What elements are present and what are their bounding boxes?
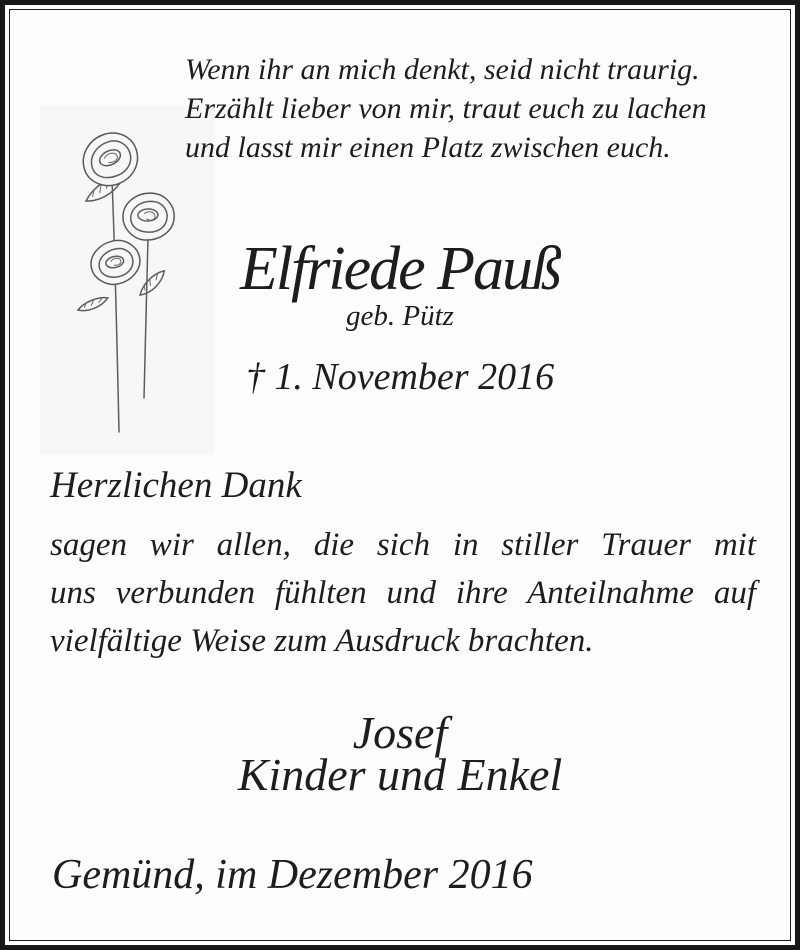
death-date: † 1. November 2016 — [245, 356, 555, 398]
thanks-line: sagen wir allen, die sich in stiller Trauer mit — [50, 527, 756, 563]
verse-line: Wenn ihr an mich denkt, seid nicht traurig. — [185, 53, 700, 86]
signature-line: Josef — [352, 707, 448, 758]
thanks-line: vielfältige Weise zum Ausdruck brachten. — [50, 623, 594, 659]
place-date-line: Gemünd, im Dezember 2016 — [52, 852, 533, 898]
mourners-signature — [0, 707, 800, 800]
maiden-name: geb. Pütz — [346, 300, 454, 332]
memorial-verse — [185, 50, 770, 167]
thanks-heading: Herzlichen Dank — [50, 465, 302, 506]
deceased-name: Elfriede Pauß — [239, 235, 561, 303]
verse-line: Erzählt lieber von mir, traut euch zu lachen — [185, 92, 707, 125]
verse-line: und lasst mir einen Platz zwischen euch. — [185, 131, 671, 164]
thanks-line: uns verbunden fühlten und ihre Anteilnahme auf — [50, 575, 756, 611]
thanks-paragraph — [50, 521, 756, 665]
signature-line: Kinder und Enkel — [237, 749, 563, 800]
